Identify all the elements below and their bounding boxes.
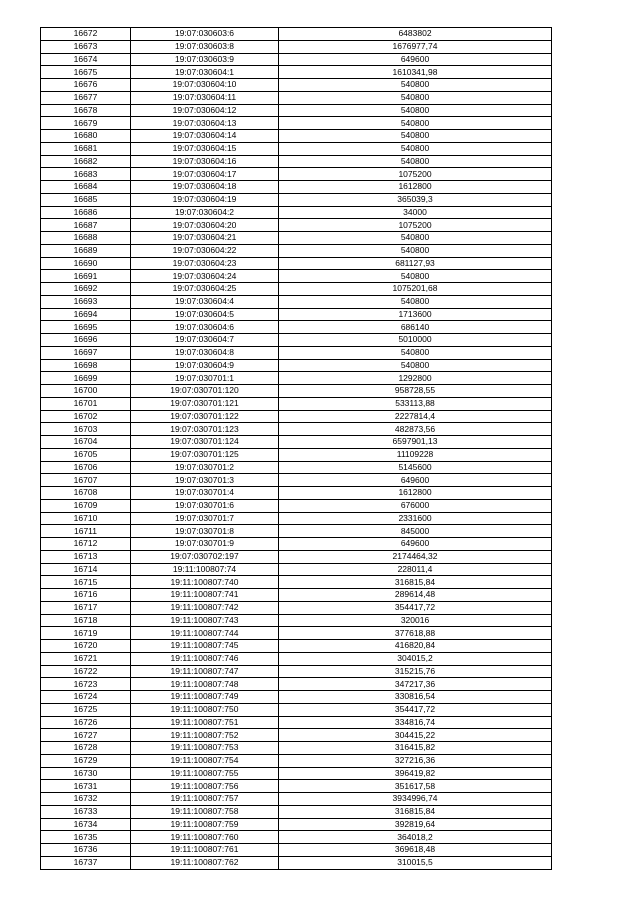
- value-cell: 228011,4: [279, 563, 552, 576]
- row-number-cell: 16726: [41, 716, 131, 729]
- row-number-cell: 16690: [41, 257, 131, 270]
- table-row: [41, 410, 552, 423]
- value-cell: 540800: [279, 130, 552, 143]
- row-number-cell: 16723: [41, 678, 131, 691]
- row-number-cell: 16736: [41, 844, 131, 857]
- cadastral-number-cell: 19:11:100807:741: [131, 589, 279, 602]
- cadastral-number-cell: 19:11:100807:760: [131, 831, 279, 844]
- row-number-cell: 16720: [41, 640, 131, 653]
- row-number-cell: 16679: [41, 117, 131, 130]
- cadastral-number-cell: 19:07:030701:122: [131, 410, 279, 423]
- cadastral-number-cell: 19:07:030604:24: [131, 270, 279, 283]
- cadastral-number-cell: 19:11:100807:740: [131, 576, 279, 589]
- cadastral-number-cell: 19:07:030604:15: [131, 142, 279, 155]
- row-number-cell: 16684: [41, 181, 131, 194]
- row-number-cell: 16734: [41, 818, 131, 831]
- value-cell: 2174464,32: [279, 550, 552, 563]
- cadastral-number-cell: 19:11:100807:757: [131, 793, 279, 806]
- cadastral-number-cell: 19:11:100807:754: [131, 754, 279, 767]
- cadastral-number-cell: 19:07:030603:9: [131, 53, 279, 66]
- table-row: [41, 576, 552, 589]
- value-cell: 1075200: [279, 168, 552, 181]
- cadastral-number-cell: 19:11:100807:746: [131, 652, 279, 665]
- table-row: [41, 831, 552, 844]
- cadastral-number-cell: 19:11:100807:750: [131, 703, 279, 716]
- value-cell: 304415,22: [279, 729, 552, 742]
- cadastral-number-cell: 19:11:100807:74: [131, 563, 279, 576]
- table-row: [41, 257, 552, 270]
- cadastral-number-cell: 19:07:030701:9: [131, 538, 279, 551]
- row-number-cell: 16705: [41, 448, 131, 461]
- value-cell: 540800: [279, 79, 552, 92]
- row-number-cell: 16719: [41, 627, 131, 640]
- table-row: [41, 232, 552, 245]
- row-number-cell: 16691: [41, 270, 131, 283]
- value-cell: 686140: [279, 321, 552, 334]
- row-number-cell: 16711: [41, 525, 131, 538]
- cadastral-number-cell: 19:07:030604:20: [131, 219, 279, 232]
- cadastral-number-cell: 19:07:030604:4: [131, 295, 279, 308]
- cadastral-number-cell: 19:07:030604:12: [131, 104, 279, 117]
- cadastral-number-cell: 19:07:030604:8: [131, 346, 279, 359]
- value-cell: 649600: [279, 538, 552, 551]
- row-number-cell: 16672: [41, 28, 131, 41]
- value-cell: 1612800: [279, 487, 552, 500]
- row-number-cell: 16718: [41, 614, 131, 627]
- cadastral-number-cell: 19:07:030604:9: [131, 359, 279, 372]
- row-number-cell: 16692: [41, 283, 131, 296]
- cadastral-number-cell: 19:07:030604:17: [131, 168, 279, 181]
- cadastral-number-cell: 19:07:030604:21: [131, 232, 279, 245]
- table-row: [41, 142, 552, 155]
- table-row: [41, 117, 552, 130]
- value-cell: 289614,48: [279, 589, 552, 602]
- table-row: [41, 793, 552, 806]
- table-row: [41, 295, 552, 308]
- table-row: [41, 487, 552, 500]
- row-number-cell: 16712: [41, 538, 131, 551]
- table-row: [41, 206, 552, 219]
- value-cell: 310015,5: [279, 856, 552, 869]
- cadastral-number-cell: 19:11:100807:747: [131, 665, 279, 678]
- row-number-cell: 16733: [41, 805, 131, 818]
- row-number-cell: 16702: [41, 410, 131, 423]
- cadastral-number-cell: 19:11:100807:748: [131, 678, 279, 691]
- table-row: [41, 308, 552, 321]
- value-cell: 540800: [279, 91, 552, 104]
- cadastral-number-cell: 19:07:030604:6: [131, 321, 279, 334]
- table-row: [41, 818, 552, 831]
- value-cell: 5010000: [279, 334, 552, 347]
- value-cell: 1075201,68: [279, 283, 552, 296]
- table-row: [41, 244, 552, 257]
- row-number-cell: 16685: [41, 193, 131, 206]
- document-page: [40, 27, 551, 870]
- cadastral-number-cell: 19:11:100807:761: [131, 844, 279, 857]
- value-cell: 540800: [279, 155, 552, 168]
- table-row: [41, 678, 552, 691]
- value-cell: 5145600: [279, 461, 552, 474]
- row-number-cell: 16717: [41, 601, 131, 614]
- cadastral-number-cell: 19:07:030701:124: [131, 436, 279, 449]
- cadastral-number-cell: 19:11:100807:749: [131, 691, 279, 704]
- value-cell: 540800: [279, 359, 552, 372]
- value-cell: 330816,54: [279, 691, 552, 704]
- cadastral-number-cell: 19:07:030702:197: [131, 550, 279, 563]
- row-number-cell: 16699: [41, 372, 131, 385]
- value-cell: 540800: [279, 295, 552, 308]
- row-number-cell: 16683: [41, 168, 131, 181]
- table-row: [41, 716, 552, 729]
- cadastral-number-cell: 19:11:100807:756: [131, 780, 279, 793]
- value-cell: 681127,93: [279, 257, 552, 270]
- cadastral-number-cell: 19:07:030701:1: [131, 372, 279, 385]
- row-number-cell: 16730: [41, 767, 131, 780]
- cadastral-number-cell: 19:07:030604:11: [131, 91, 279, 104]
- row-number-cell: 16675: [41, 66, 131, 79]
- table-row: [41, 499, 552, 512]
- table-row: [41, 130, 552, 143]
- value-cell: 1292800: [279, 372, 552, 385]
- cadastral-number-cell: 19:07:030604:10: [131, 79, 279, 92]
- row-number-cell: 16707: [41, 474, 131, 487]
- row-number-cell: 16674: [41, 53, 131, 66]
- table-row: [41, 563, 552, 576]
- value-cell: 1075200: [279, 219, 552, 232]
- table-row: [41, 461, 552, 474]
- value-cell: 482873,56: [279, 423, 552, 436]
- cadastral-number-cell: 19:07:030701:125: [131, 448, 279, 461]
- cadastral-number-cell: 19:07:030604:16: [131, 155, 279, 168]
- table-row: [41, 155, 552, 168]
- value-cell: 347217,36: [279, 678, 552, 691]
- value-cell: 533113,88: [279, 397, 552, 410]
- cadastral-number-cell: 19:07:030604:25: [131, 283, 279, 296]
- cadastral-number-cell: 19:11:100807:742: [131, 601, 279, 614]
- row-number-cell: 16680: [41, 130, 131, 143]
- table-row: [41, 589, 552, 602]
- row-number-cell: 16722: [41, 665, 131, 678]
- table-row: [41, 346, 552, 359]
- table-row: [41, 703, 552, 716]
- table-row: [41, 181, 552, 194]
- value-cell: 540800: [279, 244, 552, 257]
- cadastral-number-cell: 19:07:030701:8: [131, 525, 279, 538]
- cadastral-number-cell: 19:07:030701:4: [131, 487, 279, 500]
- value-cell: 351617,58: [279, 780, 552, 793]
- table-row: [41, 91, 552, 104]
- value-cell: 365039,3: [279, 193, 552, 206]
- cadastral-number-cell: 19:07:030701:123: [131, 423, 279, 436]
- table-row: [41, 436, 552, 449]
- cadastral-number-cell: 19:11:100807:755: [131, 767, 279, 780]
- table-row: [41, 550, 552, 563]
- row-number-cell: 16693: [41, 295, 131, 308]
- table-row: [41, 640, 552, 653]
- table-row: [41, 28, 552, 41]
- value-cell: 1610341,98: [279, 66, 552, 79]
- value-cell: 316415,82: [279, 742, 552, 755]
- value-cell: 354417,72: [279, 703, 552, 716]
- cadastral-number-cell: 19:11:100807:762: [131, 856, 279, 869]
- cadastral-number-cell: 19:11:100807:752: [131, 729, 279, 742]
- value-cell: 320016: [279, 614, 552, 627]
- row-number-cell: 16696: [41, 334, 131, 347]
- value-cell: 1612800: [279, 181, 552, 194]
- value-cell: 540800: [279, 142, 552, 155]
- value-cell: 377618,88: [279, 627, 552, 640]
- cadastral-number-cell: 19:07:030701:3: [131, 474, 279, 487]
- cadastral-number-cell: 19:07:030604:22: [131, 244, 279, 257]
- cadastral-number-cell: 19:07:030604:13: [131, 117, 279, 130]
- table-row: [41, 168, 552, 181]
- cadastral-number-cell: 19:07:030604:18: [131, 181, 279, 194]
- cadastral-number-cell: 19:07:030604:7: [131, 334, 279, 347]
- value-cell: 845000: [279, 525, 552, 538]
- row-number-cell: 16731: [41, 780, 131, 793]
- row-number-cell: 16677: [41, 91, 131, 104]
- value-cell: 327216,36: [279, 754, 552, 767]
- row-number-cell: 16687: [41, 219, 131, 232]
- value-cell: 369618,48: [279, 844, 552, 857]
- table-row: [41, 423, 552, 436]
- data-table: [40, 27, 552, 870]
- row-number-cell: 16715: [41, 576, 131, 589]
- table-row: [41, 614, 552, 627]
- table-row: [41, 104, 552, 117]
- row-number-cell: 16703: [41, 423, 131, 436]
- cadastral-number-cell: 19:11:100807:744: [131, 627, 279, 640]
- cadastral-number-cell: 19:07:030603:6: [131, 28, 279, 41]
- value-cell: 2227814,4: [279, 410, 552, 423]
- value-cell: 676000: [279, 499, 552, 512]
- table-row: [41, 844, 552, 857]
- row-number-cell: 16678: [41, 104, 131, 117]
- value-cell: 540800: [279, 117, 552, 130]
- row-number-cell: 16694: [41, 308, 131, 321]
- cadastral-number-cell: 19:07:030604:1: [131, 66, 279, 79]
- cadastral-number-cell: 19:07:030604:23: [131, 257, 279, 270]
- value-cell: 6483802: [279, 28, 552, 41]
- value-cell: 649600: [279, 53, 552, 66]
- value-cell: 1713600: [279, 308, 552, 321]
- row-number-cell: 16676: [41, 79, 131, 92]
- value-cell: 6597901,13: [279, 436, 552, 449]
- table-row: [41, 334, 552, 347]
- value-cell: 649600: [279, 474, 552, 487]
- table-row: [41, 729, 552, 742]
- cadastral-number-cell: 19:11:100807:751: [131, 716, 279, 729]
- table-row: [41, 474, 552, 487]
- row-number-cell: 16713: [41, 550, 131, 563]
- value-cell: 316815,84: [279, 805, 552, 818]
- value-cell: 396419,82: [279, 767, 552, 780]
- row-number-cell: 16697: [41, 346, 131, 359]
- row-number-cell: 16682: [41, 155, 131, 168]
- table-row: [41, 525, 552, 538]
- row-number-cell: 16689: [41, 244, 131, 257]
- row-number-cell: 16716: [41, 589, 131, 602]
- row-number-cell: 16727: [41, 729, 131, 742]
- row-number-cell: 16724: [41, 691, 131, 704]
- table-row: [41, 359, 552, 372]
- cadastral-number-cell: 19:07:030701:121: [131, 397, 279, 410]
- row-number-cell: 16686: [41, 206, 131, 219]
- row-number-cell: 16732: [41, 793, 131, 806]
- table-row: [41, 805, 552, 818]
- row-number-cell: 16735: [41, 831, 131, 844]
- cadastral-number-cell: 19:07:030701:2: [131, 461, 279, 474]
- value-cell: 316815,84: [279, 576, 552, 589]
- table-row: [41, 53, 552, 66]
- row-number-cell: 16709: [41, 499, 131, 512]
- row-number-cell: 16708: [41, 487, 131, 500]
- row-number-cell: 16714: [41, 563, 131, 576]
- table-row: [41, 372, 552, 385]
- cadastral-number-cell: 19:07:030603:8: [131, 40, 279, 53]
- table-row: [41, 270, 552, 283]
- cadastral-number-cell: 19:07:030604:14: [131, 130, 279, 143]
- row-number-cell: 16706: [41, 461, 131, 474]
- table-row: [41, 79, 552, 92]
- table-body: [41, 28, 552, 870]
- row-number-cell: 16729: [41, 754, 131, 767]
- cadastral-number-cell: 19:07:030701:120: [131, 385, 279, 398]
- row-number-cell: 16688: [41, 232, 131, 245]
- row-number-cell: 16700: [41, 385, 131, 398]
- table-row: [41, 385, 552, 398]
- cadastral-number-cell: 19:11:100807:743: [131, 614, 279, 627]
- value-cell: 304015,2: [279, 652, 552, 665]
- table-row: [41, 627, 552, 640]
- value-cell: 540800: [279, 104, 552, 117]
- cadastral-number-cell: 19:07:030701:6: [131, 499, 279, 512]
- row-number-cell: 16701: [41, 397, 131, 410]
- cadastral-number-cell: 19:07:030604:5: [131, 308, 279, 321]
- row-number-cell: 16721: [41, 652, 131, 665]
- cadastral-number-cell: 19:07:030701:7: [131, 512, 279, 525]
- row-number-cell: 16725: [41, 703, 131, 716]
- table-row: [41, 40, 552, 53]
- cadastral-number-cell: 19:07:030604:19: [131, 193, 279, 206]
- value-cell: 34000: [279, 206, 552, 219]
- value-cell: 540800: [279, 232, 552, 245]
- value-cell: 11109228: [279, 448, 552, 461]
- value-cell: 2331600: [279, 512, 552, 525]
- cadastral-number-cell: 19:07:030604:2: [131, 206, 279, 219]
- value-cell: 364018,2: [279, 831, 552, 844]
- value-cell: 3934996,74: [279, 793, 552, 806]
- row-number-cell: 16681: [41, 142, 131, 155]
- value-cell: 334816,74: [279, 716, 552, 729]
- table-row: [41, 742, 552, 755]
- row-number-cell: 16698: [41, 359, 131, 372]
- table-row: [41, 66, 552, 79]
- table-row: [41, 780, 552, 793]
- value-cell: 540800: [279, 270, 552, 283]
- row-number-cell: 16710: [41, 512, 131, 525]
- row-number-cell: 16695: [41, 321, 131, 334]
- table-row: [41, 219, 552, 232]
- row-number-cell: 16728: [41, 742, 131, 755]
- table-row: [41, 283, 552, 296]
- row-number-cell: 16704: [41, 436, 131, 449]
- table-row: [41, 448, 552, 461]
- table-row: [41, 691, 552, 704]
- table-row: [41, 538, 552, 551]
- table-row: [41, 665, 552, 678]
- cadastral-number-cell: 19:11:100807:759: [131, 818, 279, 831]
- cadastral-number-cell: 19:11:100807:758: [131, 805, 279, 818]
- table-row: [41, 193, 552, 206]
- table-row: [41, 601, 552, 614]
- table-row: [41, 856, 552, 869]
- table-row: [41, 512, 552, 525]
- cadastral-number-cell: 19:11:100807:745: [131, 640, 279, 653]
- value-cell: 958728,55: [279, 385, 552, 398]
- row-number-cell: 16673: [41, 40, 131, 53]
- table-row: [41, 767, 552, 780]
- table-row: [41, 321, 552, 334]
- table-row: [41, 397, 552, 410]
- value-cell: 540800: [279, 346, 552, 359]
- value-cell: 1676977,74: [279, 40, 552, 53]
- cadastral-number-cell: 19:11:100807:753: [131, 742, 279, 755]
- value-cell: 354417,72: [279, 601, 552, 614]
- value-cell: 392819,64: [279, 818, 552, 831]
- row-number-cell: 16737: [41, 856, 131, 869]
- table-row: [41, 754, 552, 767]
- value-cell: 416820,84: [279, 640, 552, 653]
- value-cell: 315215,76: [279, 665, 552, 678]
- table-row: [41, 652, 552, 665]
